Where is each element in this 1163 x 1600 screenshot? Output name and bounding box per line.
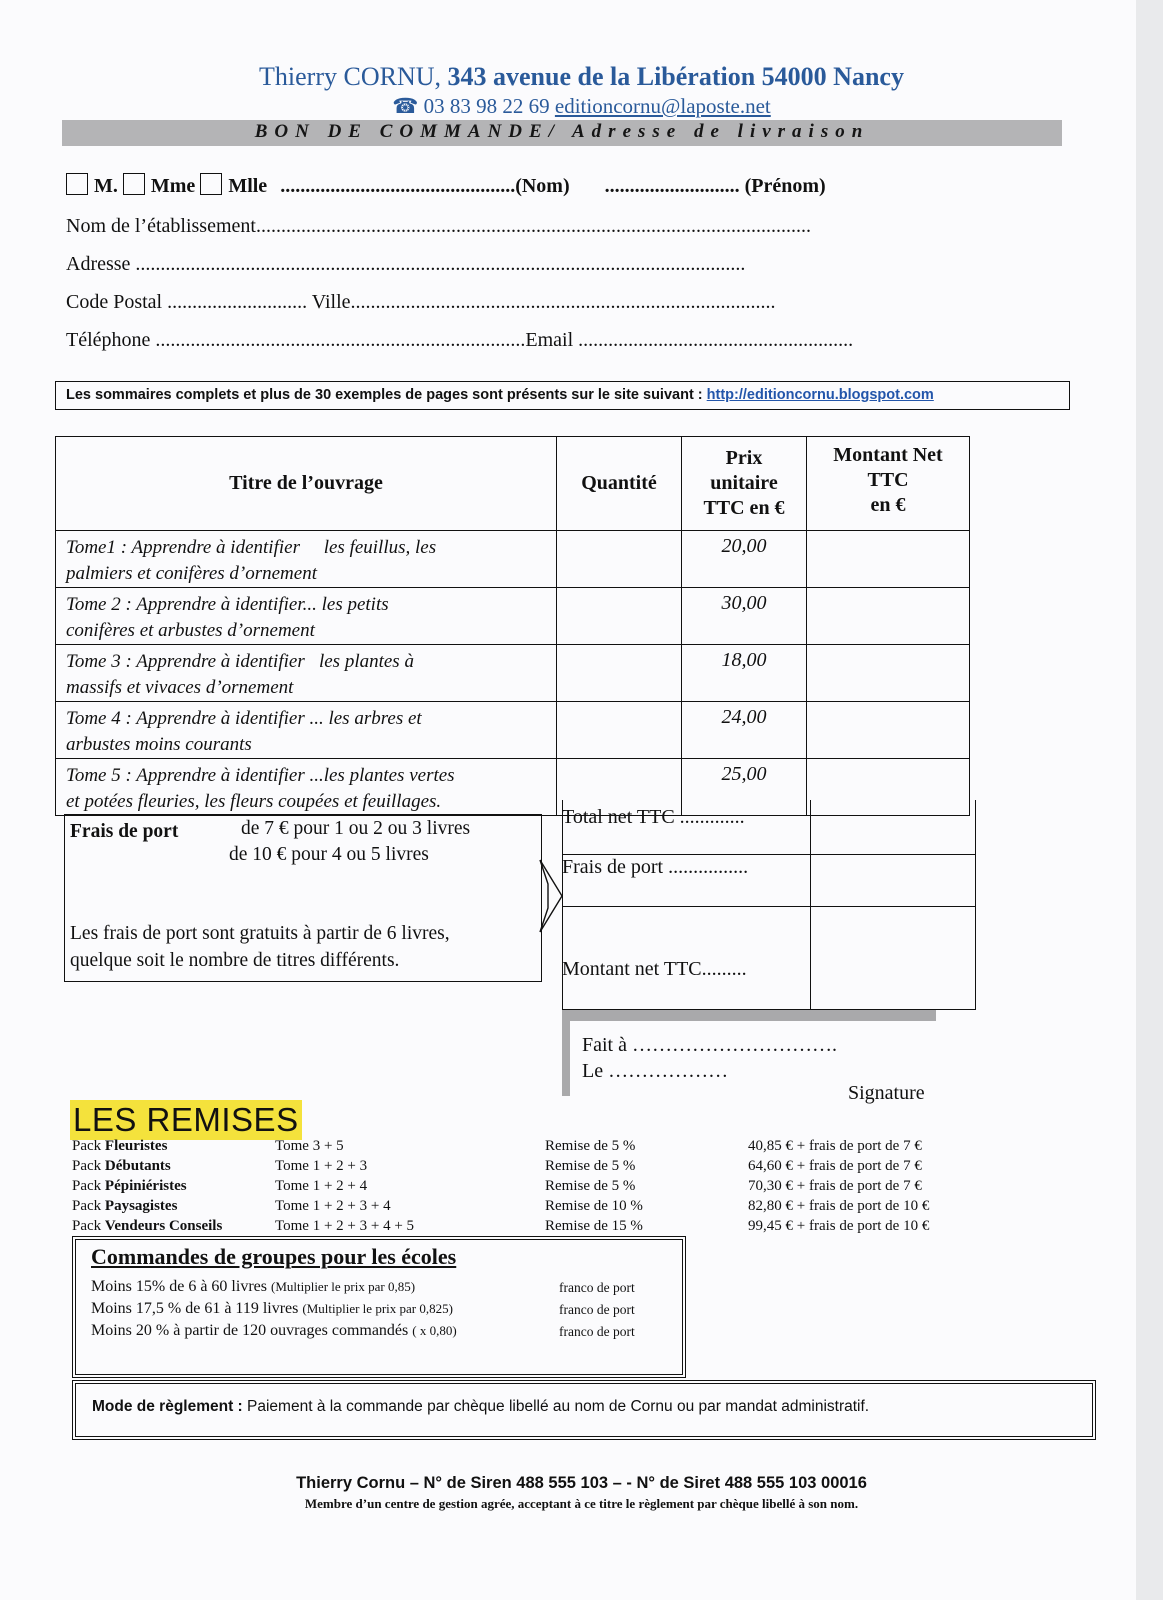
phone-icon: ☎: [392, 94, 419, 118]
table-row: [56, 702, 970, 759]
pack-remise: Remise de 10 %: [545, 1198, 643, 1214]
pack-title: Pépiniéristes: [104, 1178, 187, 1194]
order-table: [55, 436, 970, 816]
book-title: [56, 759, 557, 816]
pack-prefix: Pack: [72, 1178, 105, 1194]
book-title-l2: massifs et vivaces d’ornement: [66, 677, 294, 698]
pack-price: 82,80 € + frais de port de 10 €: [748, 1198, 930, 1214]
unit-price: 24,00: [682, 702, 807, 759]
group-row: [91, 1322, 457, 1340]
payment-label: Mode de règlement :: [92, 1398, 243, 1415]
group-row: [91, 1278, 415, 1296]
group-orders-box: [72, 1236, 686, 1378]
book-title-l2: palmiers et conifères d’ornement: [66, 563, 317, 584]
quantity-cell[interactable]: [557, 531, 682, 588]
pack-name: [72, 1138, 167, 1155]
book-title: [56, 702, 557, 759]
pack-name: [72, 1178, 187, 1195]
group-row-note: ( x 0,80): [412, 1323, 457, 1338]
site-link[interactable]: http://editioncornu.blogspot.com: [706, 387, 934, 403]
pack-remise: Remise de 5 %: [545, 1138, 636, 1154]
frais-port-input[interactable]: [814, 858, 972, 902]
net-amount-cell[interactable]: [807, 645, 970, 702]
unit-price-l2: unitaire: [710, 472, 778, 494]
net-amount-l3: en €: [870, 494, 906, 516]
book-title: [56, 531, 557, 588]
page-edge: [1136, 0, 1163, 1600]
pack-name: [72, 1158, 171, 1175]
group-row-note: (Multiplier le prix par 0,825): [302, 1301, 453, 1316]
quantity-cell[interactable]: [557, 645, 682, 702]
prenom-field[interactable]: ........................... (Prénom): [604, 175, 826, 197]
pack-tomes: Tome 1 + 2 + 4: [275, 1178, 368, 1194]
pack-tomes: Tome 1 + 2 + 3 + 4 + 5: [275, 1218, 415, 1234]
totals-box: [562, 800, 976, 1010]
signature-left-rule: [562, 1010, 570, 1096]
author-address: 343 avenue de la Libération 54000 Nancy: [447, 62, 904, 91]
adresse-field[interactable]: Adresse ..........................................................................................................................: [66, 253, 746, 275]
pack-remise: Remise de 5 %: [545, 1158, 636, 1174]
totals-rule: [562, 906, 976, 907]
total-net-row: Total net TTC .............: [562, 806, 745, 828]
packs-list: [0, 1138, 1163, 1238]
etablissement-field[interactable]: Nom de l’établissement...............................................................................................................: [66, 215, 811, 237]
nom-field[interactable]: ...............................................(Nom): [280, 175, 570, 197]
checkbox-mlle[interactable]: [200, 173, 222, 195]
group-row-main: Moins 20 % à partir de 120 ouvrages commandés: [91, 1322, 409, 1339]
book-title-l2: conifères et arbustes d’ornement: [66, 620, 315, 641]
net-amount-cell[interactable]: [807, 702, 970, 759]
site-text: Les sommaires complets et plus de 30 exemples de pages sont présents sur le site suivant :: [66, 387, 703, 403]
shipping-box: [64, 814, 542, 982]
pack-prefix: Pack: [72, 1218, 105, 1234]
book-title-l1: Tome 3 : Apprendre à identifier les plantes à: [66, 651, 414, 672]
pack-title: Paysagistes: [104, 1198, 178, 1214]
footer-siren: Thierry Cornu – N° de Siren 488 555 103 – - N° de Siret 488 555 103 00016: [296, 1474, 867, 1492]
shipping-rate-1: de 7 € pour 1 ou 2 ou 3 livres: [241, 818, 471, 839]
author-name: Thierry CORNU,: [259, 62, 442, 91]
shipping-free-2: quelque soit le nombre de titres différents.: [70, 950, 400, 971]
payment-box: [72, 1380, 1096, 1440]
col-unit-price: [682, 437, 807, 531]
col-title: Titre de l’ouvrage: [56, 437, 557, 531]
pack-tomes: Tome 1 + 2 + 3: [275, 1158, 368, 1174]
checkbox-mme[interactable]: [123, 173, 145, 195]
group-row-main: Moins 15% de 6 à 60 livres: [91, 1278, 267, 1295]
table-row: [56, 645, 970, 702]
unit-price: 25,00: [682, 759, 807, 816]
header-title: [0, 62, 1163, 92]
group-row-main: Moins 17,5 % de 61 à 119 livres: [91, 1300, 299, 1317]
unit-price: 18,00: [682, 645, 807, 702]
signature-top-rule: [562, 1010, 936, 1021]
unit-price-l1: Prix: [725, 447, 763, 469]
pack-name: [72, 1218, 222, 1235]
net-amount-l2: TTC: [867, 469, 909, 491]
civility-mme: Mme: [150, 175, 196, 197]
telephone-email-field[interactable]: Téléphone ..........................................................................Email .......................................................: [66, 329, 854, 351]
pack-price: 99,45 € + frais de port de 10 €: [748, 1218, 930, 1234]
pack-tomes: Tome 3 + 5: [275, 1138, 344, 1154]
book-title-l2: et potées fleuries, les fleurs coupées et feuillages.: [66, 791, 442, 812]
pack-title: Vendeurs Conseils: [104, 1218, 223, 1234]
totals-divider: [810, 800, 811, 1010]
group-orders-title: Commandes de groupes pour les écoles: [91, 1244, 457, 1269]
book-title-l1: Tome 4 : Apprendre à identifier ... les arbres et: [66, 708, 422, 729]
montant-net-input[interactable]: [814, 910, 972, 1006]
quantity-cell[interactable]: [557, 588, 682, 645]
montant-net-row: Montant net TTC.........: [562, 958, 747, 980]
pack-prefix: Pack: [72, 1138, 105, 1154]
book-title-l1: Tome1 : Apprendre à identifier les feuillus, les: [66, 537, 437, 558]
order-table-header: [56, 437, 970, 531]
unit-price: 20,00: [682, 531, 807, 588]
book-title: [56, 588, 557, 645]
pack-tomes: Tome 1 + 2 + 3 + 4: [275, 1198, 391, 1214]
fait-a-field[interactable]: Fait à ………………………….: [582, 1034, 837, 1056]
shipping-free-1: Les frais de port sont gratuits à partir de 6 livres,: [70, 923, 450, 944]
payment-text: Paiement à la commande par chèque libellé au nom de Cornu ou par mandat administratif.: [242, 1398, 870, 1415]
site-info-box: [55, 381, 1070, 410]
col-net-amount: [807, 437, 970, 531]
net-amount-l1: Montant Net: [833, 444, 943, 466]
pack-price: 64,60 € + frais de port de 7 €: [748, 1158, 922, 1174]
group-row-franco: franco de port: [559, 1302, 635, 1317]
totals-rule: [562, 854, 976, 855]
pack-name: [72, 1198, 177, 1215]
pack-title: Débutants: [104, 1158, 171, 1174]
book-title-l1: Tome 5 : Apprendre à identifier ...les plantes vertes: [66, 765, 455, 786]
civility-row: [66, 173, 826, 198]
frais-port-row: Frais de port ................: [562, 856, 749, 878]
arrow-icon: [538, 858, 564, 934]
shipping-label: Frais de port: [70, 821, 179, 842]
table-row: [56, 531, 970, 588]
pack-price: 70,30 € + frais de port de 7 €: [748, 1178, 922, 1194]
book-title: [56, 645, 557, 702]
civility-mlle: Mlle: [228, 175, 268, 197]
pack-price: 40,85 € + frais de port de 7 €: [748, 1138, 922, 1154]
band-title: BON DE COMMANDE/ Adresse de livraison: [254, 121, 870, 142]
pack-prefix: Pack: [72, 1158, 105, 1174]
table-row: [56, 588, 970, 645]
net-amount-cell[interactable]: [807, 531, 970, 588]
checkbox-m[interactable]: [66, 173, 88, 195]
net-amount-cell[interactable]: [807, 588, 970, 645]
quantity-cell[interactable]: [557, 702, 682, 759]
total-net-input[interactable]: [814, 808, 972, 850]
group-row: [91, 1300, 453, 1318]
signature-label: Signature: [848, 1082, 925, 1104]
remises-title: LES REMISES: [70, 1100, 302, 1140]
header-contact: [0, 94, 1163, 119]
book-title-l2: arbustes moins courants: [66, 734, 252, 755]
group-row-franco: franco de port: [559, 1280, 635, 1295]
pack-remise: Remise de 5 %: [545, 1178, 636, 1194]
shipping-rate-2: de 10 € pour 4 ou 5 livres: [229, 844, 429, 865]
pack-prefix: Pack: [72, 1198, 105, 1214]
group-row-franco: franco de port: [559, 1324, 635, 1339]
le-field[interactable]: Le ………………: [582, 1060, 729, 1082]
book-title-l1: Tome 2 : Apprendre à identifier... les petits: [66, 594, 389, 615]
col-quantity: Quantité: [557, 437, 682, 531]
pack-title: Fleuristes: [104, 1138, 168, 1154]
email-link[interactable]: editioncornu@laposte.net: [554, 94, 771, 118]
code-postal-ville-field[interactable]: Code Postal ............................ Ville.....................................................................................: [66, 291, 776, 313]
unit-price-l3: TTC en €: [703, 497, 785, 519]
unit-price: 30,00: [682, 588, 807, 645]
phone-number: 03 83 98 22 69: [423, 94, 550, 118]
group-row-note: (Multiplier le prix par 0,85): [270, 1279, 416, 1294]
civility-m: M.: [94, 175, 118, 197]
pack-remise: Remise de 15 %: [545, 1218, 643, 1234]
footer-membership: Membre d’un centre de gestion agrée, acceptant à ce titre le règlement par chèque libellé à son nom.: [304, 1496, 859, 1511]
